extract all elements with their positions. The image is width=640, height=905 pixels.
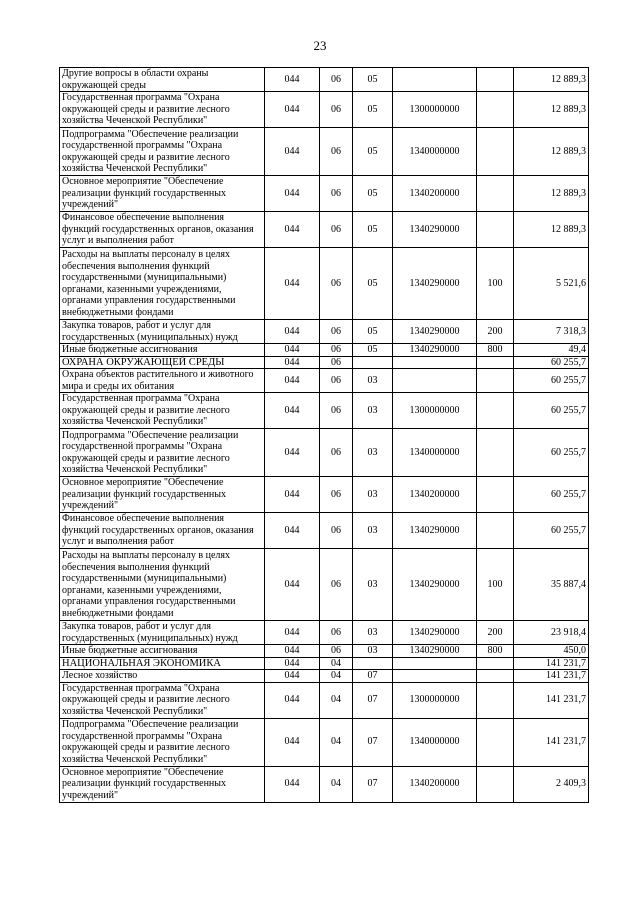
- subsection-code-cell: 03: [353, 513, 393, 549]
- target-article-code-cell: 1340290000: [393, 549, 477, 621]
- table-row: [60, 657, 589, 670]
- subsection-code-cell: 07: [353, 766, 393, 802]
- section-code-cell: 06: [320, 513, 353, 549]
- section-code-cell: 06: [320, 320, 353, 344]
- ministry-code-cell: 044: [265, 128, 320, 176]
- expense-type-code-cell: [477, 176, 514, 212]
- section-code-cell: 04: [320, 670, 353, 683]
- target-article-code-cell: 1340200000: [393, 766, 477, 802]
- page-number: 23: [313, 38, 327, 53]
- row-name-cell: ОХРАНА ОКРУЖАЮЩЕЙ СРЕДЫ: [60, 356, 265, 369]
- subsection-code-cell: 05: [353, 176, 393, 212]
- expense-type-code-cell: [477, 477, 514, 513]
- amount-cell: 49,4: [514, 344, 589, 357]
- amount-cell: 12 889,3: [514, 212, 589, 248]
- amount-cell: 60 255,7: [514, 393, 589, 429]
- subsection-code-cell: 03: [353, 477, 393, 513]
- target-article-code-cell: 1340000000: [393, 429, 477, 477]
- ministry-code-cell: 044: [265, 356, 320, 369]
- section-code-cell: 04: [320, 682, 353, 718]
- subsection-code-cell: 05: [353, 344, 393, 357]
- row-name-cell: НАЦИОНАЛЬНАЯ ЭКОНОМИКА: [60, 657, 265, 670]
- ministry-code-cell: 044: [265, 344, 320, 357]
- expense-type-code-cell: [477, 718, 514, 766]
- expense-type-code-cell: 100: [477, 549, 514, 621]
- row-name-cell: Расходы на выплаты персоналу в целях обеспечения выполнения функций государственными (муниципальными) органами, казенными учреждениями, органами управления государственными внебюджетными фондами: [60, 248, 265, 320]
- section-code-cell: 06: [320, 212, 353, 248]
- ministry-code-cell: 044: [265, 429, 320, 477]
- section-code-cell: 06: [320, 549, 353, 621]
- expense-type-code-cell: [477, 369, 514, 393]
- section-code-cell: 06: [320, 645, 353, 658]
- target-article-code-cell: 1340290000: [393, 513, 477, 549]
- ministry-code-cell: 044: [265, 212, 320, 248]
- section-code-cell: 06: [320, 621, 353, 645]
- section-code-cell: 04: [320, 718, 353, 766]
- ministry-code-cell: 044: [265, 549, 320, 621]
- target-article-code-cell: 1340290000: [393, 212, 477, 248]
- amount-cell: 7 318,3: [514, 320, 589, 344]
- table-row: [60, 477, 589, 513]
- amount-cell: 60 255,7: [514, 513, 589, 549]
- subsection-code-cell: 03: [353, 429, 393, 477]
- target-article-code-cell: [393, 356, 477, 369]
- table-row: [60, 248, 589, 320]
- table-row: [60, 645, 589, 658]
- amount-cell: 12 889,3: [514, 68, 589, 92]
- amount-cell: 450,0: [514, 645, 589, 658]
- expense-type-code-cell: [477, 682, 514, 718]
- subsection-code-cell: 07: [353, 682, 393, 718]
- amount-cell: 141 231,7: [514, 657, 589, 670]
- ministry-code-cell: 044: [265, 657, 320, 670]
- ministry-code-cell: 044: [265, 645, 320, 658]
- target-article-code-cell: 1300000000: [393, 682, 477, 718]
- target-article-code-cell: 1340290000: [393, 320, 477, 344]
- table-row: [60, 682, 589, 718]
- subsection-code-cell: 05: [353, 128, 393, 176]
- ministry-code-cell: 044: [265, 670, 320, 683]
- table-row: [60, 369, 589, 393]
- table-row: [60, 549, 589, 621]
- budget-table: [59, 67, 589, 803]
- subsection-code-cell: 03: [353, 369, 393, 393]
- subsection-code-cell: 03: [353, 549, 393, 621]
- row-name-cell: Лесное хозяйство: [60, 670, 265, 683]
- section-code-cell: 06: [320, 356, 353, 369]
- target-article-code-cell: [393, 657, 477, 670]
- ministry-code-cell: 044: [265, 68, 320, 92]
- amount-cell: 12 889,3: [514, 176, 589, 212]
- table-row: [60, 766, 589, 802]
- section-code-cell: 06: [320, 68, 353, 92]
- expense-type-code-cell: [477, 92, 514, 128]
- table-row: [60, 128, 589, 176]
- target-article-code-cell: [393, 369, 477, 393]
- amount-cell: 60 255,7: [514, 429, 589, 477]
- expense-type-code-cell: [477, 212, 514, 248]
- amount-cell: 12 889,3: [514, 128, 589, 176]
- subsection-code-cell: 05: [353, 320, 393, 344]
- table-body: [60, 68, 589, 803]
- amount-cell: 141 231,7: [514, 670, 589, 683]
- target-article-code-cell: 1300000000: [393, 393, 477, 429]
- row-name-cell: Иные бюджетные ассигнования: [60, 344, 265, 357]
- expense-type-code-cell: 800: [477, 344, 514, 357]
- amount-cell: 60 255,7: [514, 369, 589, 393]
- ministry-code-cell: 044: [265, 92, 320, 128]
- amount-cell: 60 255,7: [514, 356, 589, 369]
- subsection-code-cell: 05: [353, 92, 393, 128]
- target-article-code-cell: 1340290000: [393, 621, 477, 645]
- amount-cell: 141 231,7: [514, 682, 589, 718]
- amount-cell: 5 521,6: [514, 248, 589, 320]
- row-name-cell: Подпрограмма "Обеспечение реализации государственной программы "Охрана окружающей среды и развитие лесного хозяйства Чеченской Республики": [60, 128, 265, 176]
- subsection-code-cell: 05: [353, 212, 393, 248]
- ministry-code-cell: 044: [265, 477, 320, 513]
- ministry-code-cell: 044: [265, 766, 320, 802]
- ministry-code-cell: 044: [265, 248, 320, 320]
- section-code-cell: 06: [320, 477, 353, 513]
- row-name-cell: Государственная программа "Охрана окружающей среды и развитие лесного хозяйства Чеченской Республики": [60, 393, 265, 429]
- section-code-cell: 06: [320, 92, 353, 128]
- expense-type-code-cell: [477, 68, 514, 92]
- amount-cell: 23 918,4: [514, 621, 589, 645]
- subsection-code-cell: 03: [353, 393, 393, 429]
- subsection-code-cell: 03: [353, 621, 393, 645]
- amount-cell: 35 887,4: [514, 549, 589, 621]
- expense-type-code-cell: [477, 393, 514, 429]
- table-row: [60, 344, 589, 357]
- section-code-cell: 06: [320, 393, 353, 429]
- expense-type-code-cell: 100: [477, 248, 514, 320]
- ministry-code-cell: 044: [265, 320, 320, 344]
- row-name-cell: Закупка товаров, работ и услуг для государственных (муниципальных) нужд: [60, 621, 265, 645]
- row-name-cell: Расходы на выплаты персоналу в целях обеспечения выполнения функций государственными (муниципальными) органами, казенными учреждениями, органами управления государственными внебюджетными фондами: [60, 549, 265, 621]
- target-article-code-cell: 1340000000: [393, 128, 477, 176]
- row-name-cell: Иные бюджетные ассигнования: [60, 645, 265, 658]
- table-row: [60, 513, 589, 549]
- ministry-code-cell: 044: [265, 621, 320, 645]
- expense-type-code-cell: [477, 513, 514, 549]
- row-name-cell: Основное мероприятие "Обеспечение реализации функций государственных учреждений": [60, 477, 265, 513]
- expense-type-code-cell: [477, 766, 514, 802]
- row-name-cell: Закупка товаров, работ и услуг для государственных (муниципальных) нужд: [60, 320, 265, 344]
- section-code-cell: 06: [320, 248, 353, 320]
- table-row: [60, 621, 589, 645]
- table-row: [60, 176, 589, 212]
- row-name-cell: Подпрограмма "Обеспечение реализации государственной программы "Охрана окружающей среды и развитие лесного хозяйства Чеченской Республики": [60, 429, 265, 477]
- section-code-cell: 06: [320, 128, 353, 176]
- target-article-code-cell: 1340290000: [393, 344, 477, 357]
- subsection-code-cell: 07: [353, 718, 393, 766]
- target-article-code-cell: [393, 670, 477, 683]
- amount-cell: 141 231,7: [514, 718, 589, 766]
- row-name-cell: Другие вопросы в области охраны окружающей среды: [60, 68, 265, 92]
- subsection-code-cell: 07: [353, 670, 393, 683]
- target-article-code-cell: 1300000000: [393, 92, 477, 128]
- row-name-cell: Основное мероприятие "Обеспечение реализации функций государственных учреждений": [60, 766, 265, 802]
- section-code-cell: 06: [320, 176, 353, 212]
- row-name-cell: Государственная программа "Охрана окружающей среды и развитие лесного хозяйства Чеченской Республики": [60, 682, 265, 718]
- ministry-code-cell: 044: [265, 718, 320, 766]
- target-article-code-cell: 1340200000: [393, 477, 477, 513]
- table-row: [60, 212, 589, 248]
- subsection-code-cell: [353, 657, 393, 670]
- section-code-cell: 06: [320, 344, 353, 357]
- section-code-cell: 06: [320, 429, 353, 477]
- table-row: [60, 356, 589, 369]
- row-name-cell: Государственная программа "Охрана окружающей среды и развитие лесного хозяйства Чеченской Республики": [60, 92, 265, 128]
- ministry-code-cell: 044: [265, 176, 320, 212]
- row-name-cell: Подпрограмма "Обеспечение реализации государственной программы "Охрана окружающей среды и развитие лесного хозяйства Чеченской Республики": [60, 718, 265, 766]
- table-row: [60, 320, 589, 344]
- expense-type-code-cell: [477, 128, 514, 176]
- row-name-cell: Основное мероприятие "Обеспечение реализации функций государственных учреждений": [60, 176, 265, 212]
- row-name-cell: Финансовое обеспечение выполнения функций государственных органов, оказания услуг и выполнения работ: [60, 212, 265, 248]
- table-row: [60, 718, 589, 766]
- table-row: [60, 429, 589, 477]
- amount-cell: 2 409,3: [514, 766, 589, 802]
- section-code-cell: 04: [320, 766, 353, 802]
- target-article-code-cell: 1340200000: [393, 176, 477, 212]
- subsection-code-cell: 05: [353, 248, 393, 320]
- ministry-code-cell: 044: [265, 393, 320, 429]
- row-name-cell: Финансовое обеспечение выполнения функций государственных органов, оказания услуг и выполнения работ: [60, 513, 265, 549]
- expense-type-code-cell: 200: [477, 320, 514, 344]
- table-row: [60, 393, 589, 429]
- expense-type-code-cell: 200: [477, 621, 514, 645]
- target-article-code-cell: [393, 68, 477, 92]
- amount-cell: 60 255,7: [514, 477, 589, 513]
- table-row: [60, 92, 589, 128]
- subsection-code-cell: 03: [353, 645, 393, 658]
- expense-type-code-cell: [477, 429, 514, 477]
- ministry-code-cell: 044: [265, 369, 320, 393]
- table-row: [60, 68, 589, 92]
- row-name-cell: Охрана объектов растительного и животного мира и среды их обитания: [60, 369, 265, 393]
- table-row: [60, 670, 589, 683]
- section-code-cell: 06: [320, 369, 353, 393]
- expense-type-code-cell: [477, 356, 514, 369]
- ministry-code-cell: 044: [265, 513, 320, 549]
- expense-type-code-cell: [477, 657, 514, 670]
- target-article-code-cell: 1340290000: [393, 645, 477, 658]
- subsection-code-cell: [353, 356, 393, 369]
- amount-cell: 12 889,3: [514, 92, 589, 128]
- subsection-code-cell: 05: [353, 68, 393, 92]
- target-article-code-cell: 1340000000: [393, 718, 477, 766]
- target-article-code-cell: 1340290000: [393, 248, 477, 320]
- section-code-cell: 04: [320, 657, 353, 670]
- ministry-code-cell: 044: [265, 682, 320, 718]
- expense-type-code-cell: 800: [477, 645, 514, 658]
- expense-type-code-cell: [477, 670, 514, 683]
